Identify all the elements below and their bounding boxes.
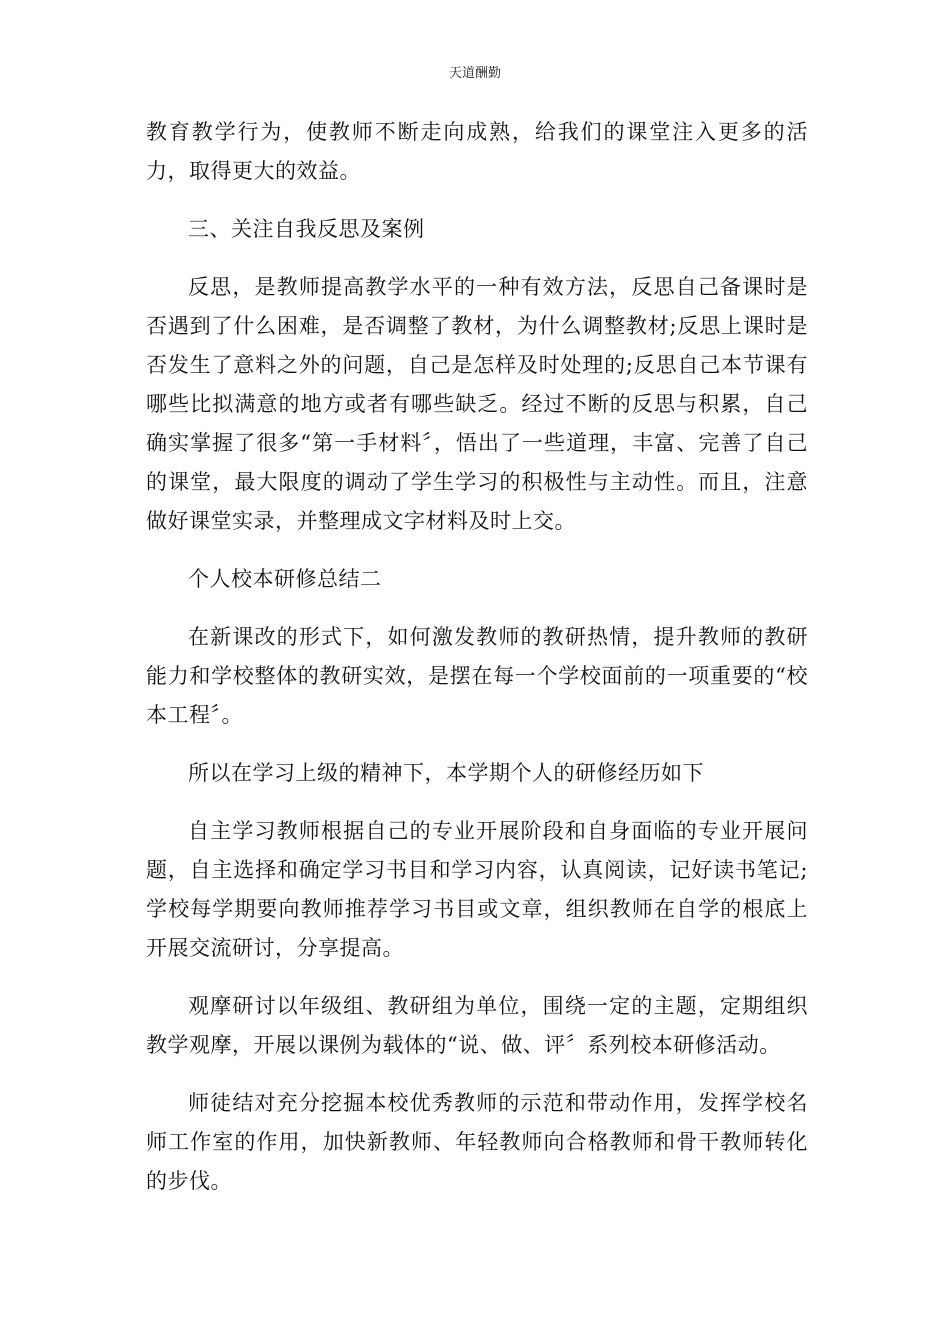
section-heading-reflection: 三、关注自我反思及案例	[188, 217, 425, 241]
paragraph-self-study: 自主学习教师根据自己的专业开展阶段和自身面临的专业开展问题，自主选择和确定学习书目和学习内容，认真阅读，记好读书笔记;学校每学期要向教师推荐学习书目或文章，组织教师在自学的根底上开展交流研讨，分享提高。	[146, 819, 808, 960]
paragraph-continuation: 教育教学行为，使教师不断走向成熟，给我们的课堂注入更多的活力，取得更大的效益。	[146, 120, 808, 183]
paragraph-mentorship: 师徒结对充分挖掘本校优秀教师的示范和带动作用，发挥学校名师工作室的作用，加快新教师、年轻教师向合格教师和骨干教师转化的步伐。	[146, 1091, 808, 1193]
document-body	[146, 113, 808, 1201]
page-header: 天道酬勤	[448, 66, 501, 81]
paragraph-study-intro: 所以在学习上级的精神下，本学期个人的研修经历如下	[188, 761, 704, 785]
section-heading-summary-two: 个人校本研修总结二	[188, 567, 382, 591]
paragraph-reflection: 反思，是教师提高教学水平的一种有效方法，反思自己备课时是否遇到了什么困难，是否调整了教材，为什么调整教材;反思上课时是否发生了意料之外的问题，自己是怎样及时处理的;反思自己本节课有哪些比拟满意的地方或者有哪些缺乏。经过不断的反思与积累，自己确实掌握了很多“第一手材料〞，悟出了一些道理，丰富、完善了自己的课堂，最大限度的调动了学生学习的积极性与主动性。而且，注意做好课堂实录，并整理成文字材料及时上交。	[146, 275, 808, 533]
paragraph-observation: 观摩研讨以年级组、教研组为单位，围绕一定的主题，定期组织教学观摩，开展以课例为载体的“说、做、评〞系列校本研修活动。	[146, 994, 808, 1057]
paragraph-new-curriculum: 在新课改的形式下，如何激发教师的教研热情，提升教师的教研能力和学校整体的教研实效，是摆在每一个学校面前的一项重要的“校本工程〞。	[146, 625, 808, 727]
